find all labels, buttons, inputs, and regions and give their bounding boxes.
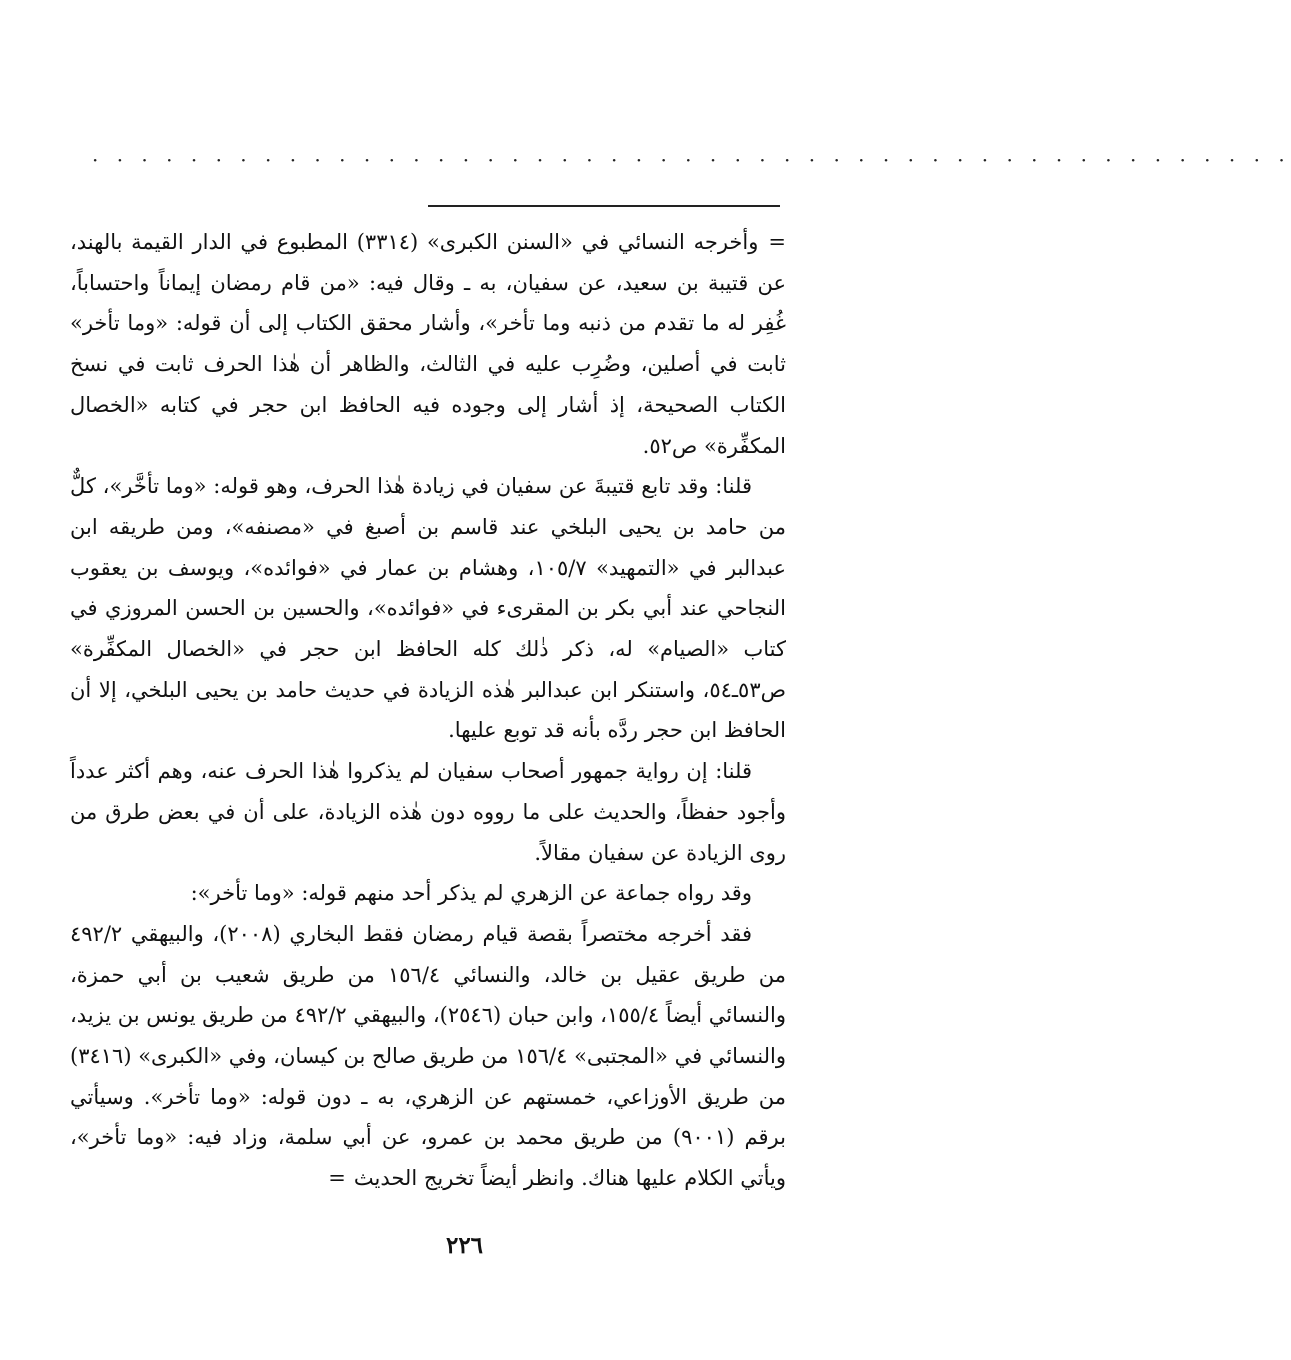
- footnote-paragraph-2: قلنا: وقد تابع قتيبةَ عن سفيان في زيادة هٰذا الحرف، وهو قوله: «وما تأخَّر»، كلٌّ من حامد بن يحيى البلخي عند قاسم بن أصبغ في «مصنفه»، ومن طريقه ابن عبدالبر في «التمهيد» ١٠٥/٧، وهشام بن عمار في «فوائده»، ويوسف بن يعقوب النجاحي عند أبي بكر بن المقرىء في «فوائده»، والحسين بن الحسن المروزي في كتاب «الصيام» له، ذكر ذٰلك كله الحافظ ابن حجر في «الخصال المكفِّرة» ص٥٣ـ٥٤، واستنكر ابن عبدالبر هٰذه الزيادة في حديث حامد بن يحيى البلخي، إلا أن الحافظ ابن حجر ردَّه بأنه قد توبع عليها.: [70, 474, 786, 743]
- page-number: ٢٢٦: [445, 1232, 484, 1259]
- footnote-paragraph-4: وقد رواه جماعة عن الزهري لم يذكر أحد منهم قوله: «وما تأخر»:: [190, 881, 752, 906]
- paragraph-text: فقد أخرجه مختصراً بقصة قيام رمضان فقط البخاري (٢٠٠٨)، والبيهقي ٤٩٢/٢ من طريق عقيل بن خالد، والنسائي ١٥٦/٤ من طريق شعيب بن أبي حمزة، والنسائي أيضاً ١٥٥/٤، وابن حبان (٢٥٤٦)، والبيهقي ٤٩٢/٢ من طريق يونس بن يزيد، والنسائي في «المجتبى» ١٥٦/٤ من طريق صالح بن كيسان، وفي «الكبرى» (٣٤١٦) من طريق الأوزاعي، خمستهم عن الزهري، به ـ دون قوله: «وما تأخر». وسيأتي برقم (٩٠٠١) من طريق محمد بن عمرو، عن أبي سلمة، وزاد فيه: «وما تأخر»، ويأتي الكلام عليها هناك. وانظر أيضاً تخريج الحديث: [69, 921, 786, 1191]
- continuation-mark-end: =: [328, 1166, 346, 1191]
- footnote-rule: [428, 205, 780, 207]
- continuation-mark-start: =: [768, 230, 786, 254]
- footnote-paragraph-1: [70, 222, 786, 466]
- paragraph-text: وأخرجه النسائي في «السنن الكبرى» (٣٣١٤) المطبوع في الدار القيمة بالهند، عن قتيبة بن سعيد، عن سفيان، به ـ وقال فيه: «من قام رمضان إيماناً واحتساباً، غُفِر له ما تقدم من ذنبه وما تأخر»، وأشار محقق الكتاب إلى أن قوله: «وما تأخر» ثابت في أصلين، وضُرِب عليه في الثالث، والظاهر أن هٰذا الحرف ثابت في نسخ الكتاب الصحيحة، إذ أشار إلى وجوده فيه الحافظ ابن حجر في كتابه «الخصال المكفِّرة» ص٥٢.: [70, 230, 786, 458]
- footnotes: [70, 222, 786, 1199]
- footnote-paragraph-5: [70, 914, 786, 1199]
- footnote-paragraph-3: قلنا: إن رواية جمهور أصحاب سفيان لم يذكروا هٰذا الحرف عنه، وهم أكثر عدداً وأجود حفظاً، والحديث على ما رووه دون هٰذه الزيادة، على أن في بعض طرق من روى الزيادة عن سفيان مقالاً.: [70, 759, 786, 865]
- separator-dots: · · · · · · · · · · · · · · · · · · · · · · · · · · · · · · · · · · · · · · · · · · · · · · · · ·: [92, 148, 1291, 172]
